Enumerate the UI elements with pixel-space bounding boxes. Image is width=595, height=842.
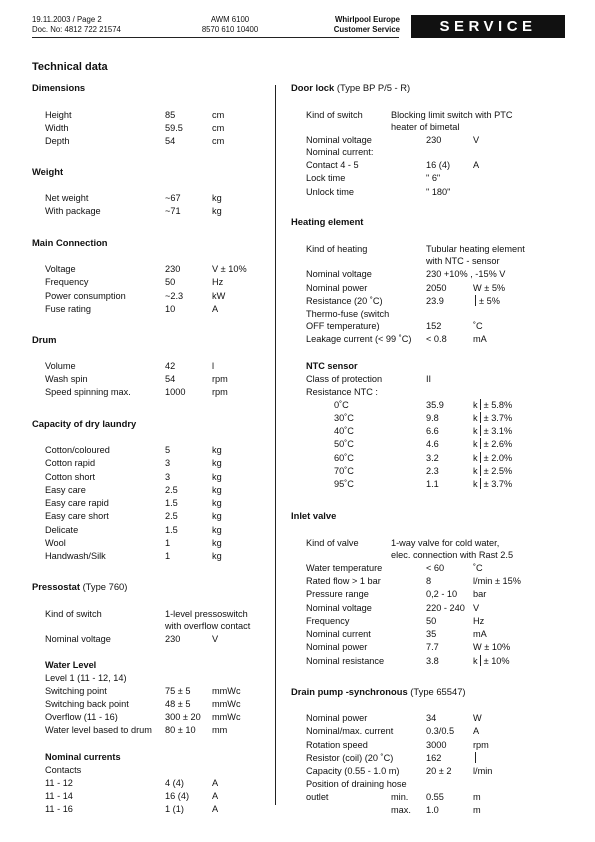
heating-power-label: Nominal power xyxy=(306,283,368,293)
inlet-kind-label: Kind of valve xyxy=(306,538,359,548)
header-left xyxy=(32,15,121,35)
drain-max-value: 1.0 xyxy=(426,805,439,815)
drum-label: Speed spinning max. xyxy=(45,387,131,397)
contact-label: 11 - 14 xyxy=(45,791,73,801)
weight-value: ~71 xyxy=(165,206,181,216)
contact-unit: A xyxy=(212,804,219,814)
inlet-row-unit: V xyxy=(473,603,480,613)
drum-unit: rpm xyxy=(212,374,228,384)
contact-unit: A xyxy=(212,778,219,788)
inlet-row-value: 50 xyxy=(426,616,437,626)
pressostat-title: Pressostat xyxy=(32,581,80,592)
drum-unit: l xyxy=(212,361,215,371)
capacity-value: 2.5 xyxy=(165,485,178,495)
capacity-value: 3 xyxy=(165,458,171,468)
capacity-unit: kg xyxy=(212,538,222,548)
ntc-value: 9.8 xyxy=(426,413,439,423)
connection-label: Power consumption xyxy=(45,291,126,301)
door-lock-current-label: Nominal current: xyxy=(306,147,374,157)
unlock-time-value: " 180" xyxy=(426,187,451,197)
inlet-row-unit: mA xyxy=(473,629,487,639)
connection-value: 230 xyxy=(165,264,181,274)
drum-heading: Drum xyxy=(32,334,57,345)
drain-capacity-label: Capacity (0.55 - 1.0 m) xyxy=(306,766,400,776)
capacity-value: 1 xyxy=(165,538,171,548)
water-level-row-value: 80 ± 10 xyxy=(165,725,196,735)
capacity-unit: kg xyxy=(212,485,222,495)
door-lock-heading xyxy=(291,82,410,94)
door-lock-kind-label: Kind of switch xyxy=(306,110,363,120)
ntc-tolerance: k ± 3.1% xyxy=(473,426,513,436)
ohm-symbol xyxy=(480,478,481,489)
ntc-temp: 0˚C xyxy=(334,400,349,410)
pressostat-kind-value-2: with overflow contact xyxy=(165,621,251,631)
door-lock-voltage-unit: V xyxy=(473,135,480,145)
inlet-resistance-tolerance: k ± 10% xyxy=(473,656,510,666)
weight-heading: Weight xyxy=(32,166,64,177)
inlet-row-label: Frequency xyxy=(306,616,350,626)
main-connection-heading: Main Connection xyxy=(32,237,108,248)
door-lock-kind-value-2: heater of bimetal xyxy=(391,122,460,132)
thermo-fuse-unit: ˚C xyxy=(473,321,483,331)
capacity-value: 1 xyxy=(165,551,171,561)
heating-voltage-label: Nominal voltage xyxy=(306,269,372,279)
capacity-unit: kg xyxy=(212,498,222,508)
water-level-row-label: Water level based to drum xyxy=(45,725,152,735)
ntc-value: 1.1 xyxy=(426,479,439,489)
door-lock-contact-label: Contact 4 - 5 xyxy=(306,160,359,170)
inlet-row-value: 35 xyxy=(426,629,437,639)
drain-heading xyxy=(291,686,466,698)
capacity-unit: kg xyxy=(212,525,222,535)
drain-resistor-value: 162 xyxy=(426,753,442,763)
weight-unit: kg xyxy=(212,206,222,216)
leakage-value: < 0.8 xyxy=(426,334,447,344)
dimensions-label: Width xyxy=(45,123,69,133)
dimensions-value: 54 xyxy=(165,136,176,146)
dimensions-heading: Dimensions xyxy=(32,82,86,93)
capacity-value: 1.5 xyxy=(165,525,178,535)
ntc-value: 3.2 xyxy=(426,453,439,463)
door-lock-kind-value: Blocking limit switch with PTC xyxy=(391,110,513,120)
heating-kind-value-2: with NTC - sensor xyxy=(426,256,500,266)
capacity-unit: kg xyxy=(212,445,222,455)
pressostat-voltage-label: Nominal voltage xyxy=(45,634,111,644)
ohm-symbol xyxy=(480,438,481,449)
door-lock-voltage-label: Nominal voltage xyxy=(306,135,372,145)
dimensions-value: 85 xyxy=(165,110,176,120)
drain-position-label: Position of draining hose xyxy=(306,779,407,789)
heating-power-value: 2050 xyxy=(426,283,447,293)
capacity-unit: kg xyxy=(212,551,222,561)
model-code: 8570 610 10400 xyxy=(201,25,259,34)
capacity-label: Easy care rapid xyxy=(45,498,109,508)
connection-unit: A xyxy=(212,304,219,314)
model-name: AWM 6100 xyxy=(210,15,250,24)
leakage-unit: mA xyxy=(473,334,487,344)
dimensions-value: 59.5 xyxy=(165,123,183,133)
drain-title: Drain pump -synchronous xyxy=(291,686,408,697)
capacity-label: Delicate xyxy=(45,525,79,535)
company-name: Whirlpool Europe xyxy=(335,15,400,24)
ntc-tolerance: k ± 2.6% xyxy=(473,439,513,449)
connection-value: 10 xyxy=(165,304,176,314)
drain-max-unit: m xyxy=(473,805,481,815)
drain-row-unit: W xyxy=(473,713,482,723)
drain-capacity-value: 20 ± 2 xyxy=(426,766,452,776)
drain-row-value: 34 xyxy=(426,713,437,723)
capacity-heading: Capacity of dry laundry xyxy=(32,418,137,429)
capacity-value: 5 xyxy=(165,445,171,455)
door-lock-type: (Type BP P/5 - R) xyxy=(336,82,411,93)
door-lock-contact-value: 16 (4) xyxy=(426,160,451,170)
door-lock-title: Door lock xyxy=(291,82,335,93)
water-level-row-unit: mmWc xyxy=(212,699,241,709)
inlet-resistance-label: Nominal resistance xyxy=(306,656,385,666)
ntc-temp: 70˚C xyxy=(334,466,354,476)
inlet-resistance-value: 3.8 xyxy=(426,656,439,666)
pressostat-kind-value: 1-level pressoswitch xyxy=(165,609,248,619)
heating-heading: Heating element xyxy=(291,216,364,227)
heating-resistance-label: Resistance (20 ˚C) xyxy=(306,296,383,306)
ntc-tolerance: k ± 5.8% xyxy=(473,400,513,410)
connection-unit: Hz xyxy=(212,277,224,287)
connection-label: Frequency xyxy=(45,277,89,287)
inlet-row-label: Pressure range xyxy=(306,589,369,599)
ntc-temp: 95˚C xyxy=(334,479,354,489)
contact-label: 11 - 12 xyxy=(45,778,73,788)
capacity-unit: kg xyxy=(212,472,222,482)
drain-min-value: 0.55 xyxy=(426,792,444,802)
connection-value: ~2.3 xyxy=(165,291,184,301)
capacity-unit: kg xyxy=(212,511,222,521)
water-level-row-unit: mm xyxy=(212,725,228,735)
drum-unit: rpm xyxy=(212,387,228,397)
dimensions-label: Height xyxy=(45,110,72,120)
connection-label: Voltage xyxy=(45,264,76,274)
ohm-symbol xyxy=(480,465,481,476)
water-level-row-label: Switching point xyxy=(45,686,107,696)
inlet-row-unit: l/min ± 15% xyxy=(473,576,521,586)
drain-outlet-label: outlet xyxy=(306,792,329,802)
heating-resistance-tolerance: ± 5% xyxy=(473,295,500,307)
inlet-row-label: Water temperature xyxy=(306,563,383,573)
water-level-row-unit: mmWc xyxy=(212,686,241,696)
contact-value: 4 (4) xyxy=(165,778,184,788)
connection-value: 50 xyxy=(165,277,176,287)
ntc-resistance-label: Resistance NTC : xyxy=(306,387,378,397)
inlet-row-value: 0,2 - 10 xyxy=(426,589,458,599)
ohm-symbol xyxy=(480,425,481,436)
inlet-heading: Inlet valve xyxy=(291,510,337,521)
drain-row-label: Nominal/max. current xyxy=(306,726,394,736)
ohm-symbol xyxy=(475,752,476,763)
inlet-row-unit: Hz xyxy=(473,616,485,626)
capacity-label: Cotton rapid xyxy=(45,458,96,468)
pressostat-heading xyxy=(32,581,127,593)
ntc-tolerance: k ± 2.5% xyxy=(473,466,513,476)
inlet-row-value: < 60 xyxy=(426,563,445,573)
drain-type: (Type 65547) xyxy=(410,686,466,697)
inlet-row-label: Rated flow > 1 bar xyxy=(306,576,381,586)
pressostat-kind-label: Kind of switch xyxy=(45,609,102,619)
weight-label: With package xyxy=(45,206,101,216)
capacity-value: 3 xyxy=(165,472,171,482)
drain-min-label: min. xyxy=(391,792,409,802)
drain-row-unit: rpm xyxy=(473,740,489,750)
inlet-row-unit: W ± 10% xyxy=(473,642,511,652)
thermo-fuse-label: Thermo-fuse (switch xyxy=(306,309,390,319)
contact-unit: A xyxy=(212,791,219,801)
ntc-temp: 50˚C xyxy=(334,439,354,449)
ntc-temp: 30˚C xyxy=(334,413,354,423)
lock-time-value: " 6" xyxy=(426,173,441,183)
water-level-heading: Water Level xyxy=(45,660,97,670)
water-level-row-label: Switching back point xyxy=(45,699,129,709)
heating-kind-value: Tubular heating element xyxy=(426,244,525,254)
ohm-symbol xyxy=(480,412,481,423)
ntc-tolerance: k ± 3.7% xyxy=(473,479,513,489)
drum-value: 54 xyxy=(165,374,176,384)
capacity-label: Cotton short xyxy=(45,472,96,482)
capacity-label: Cotton/coloured xyxy=(45,445,110,455)
connection-unit: V ± 10% xyxy=(212,264,247,274)
heating-resistance-value: 23.9 xyxy=(426,296,444,306)
drain-capacity-unit: l/min xyxy=(473,766,493,776)
thermo-fuse-value: 152 xyxy=(426,321,442,331)
ntc-value: 4.6 xyxy=(426,439,439,449)
dimensions-label: Depth xyxy=(45,136,70,146)
water-level-row-label: Overflow (11 - 16) xyxy=(45,712,118,722)
capacity-label: Easy care xyxy=(45,485,86,495)
weight-unit: kg xyxy=(212,193,222,203)
drain-resistor-label: Resistor (coil) (20 ˚C) xyxy=(306,753,394,763)
capacity-label: Wool xyxy=(45,538,66,548)
ntc-class-value: II xyxy=(426,374,432,384)
pressostat-voltage-unit: V xyxy=(212,634,219,644)
drain-max-label: max. xyxy=(391,805,411,815)
drain-resistor-unit xyxy=(473,752,479,764)
inlet-row-unit: ˚C xyxy=(473,563,483,573)
contacts-label: Contacts xyxy=(45,765,82,775)
connection-unit: kW xyxy=(212,291,226,301)
capacity-value: 1.5 xyxy=(165,498,178,508)
ohm-symbol xyxy=(480,452,481,463)
date-page: 19.11.2003 / Page 2 xyxy=(32,15,102,24)
capacity-value: 2.5 xyxy=(165,511,178,521)
drum-value: 1000 xyxy=(165,387,186,397)
dimensions-unit: cm xyxy=(212,110,225,120)
door-lock-contact-unit: A xyxy=(473,160,480,170)
ohm-symbol xyxy=(480,399,481,410)
inlet-row-value: 220 - 240 xyxy=(426,603,465,613)
drain-row-label: Rotation speed xyxy=(306,740,368,750)
capacity-label: Easy care short xyxy=(45,511,109,521)
header-rule xyxy=(32,37,399,38)
ntc-class-label: Class of protection xyxy=(306,374,383,384)
water-level-row-value: 300 ± 20 xyxy=(165,712,201,722)
contact-value: 1 (1) xyxy=(165,804,184,814)
water-level-row-value: 48 ± 5 xyxy=(165,699,191,709)
pressostat-type: (Type 760) xyxy=(82,581,128,592)
ntc-tolerance: k ± 3.7% xyxy=(473,413,513,423)
ntc-value: 6.6 xyxy=(426,426,439,436)
inlet-kind-value-2: elec. connection with Rast 2.5 xyxy=(391,550,514,560)
heating-power-unit: W ± 5% xyxy=(473,283,506,293)
contact-value: 16 (4) xyxy=(165,791,190,801)
page-title: Technical data xyxy=(32,61,108,73)
header-right xyxy=(300,15,400,35)
inlet-row-label: Nominal current xyxy=(306,629,371,639)
inlet-kind-value: 1-way valve for cold water, xyxy=(391,538,500,548)
drain-row-unit: A xyxy=(473,726,480,736)
drum-label: Volume xyxy=(45,361,76,371)
inlet-row-unit: bar xyxy=(473,589,487,599)
drain-row-value: 3000 xyxy=(426,740,447,750)
ntc-value: 35.9 xyxy=(426,400,444,410)
weight-label: Net weight xyxy=(45,193,89,203)
ntc-value: 2.3 xyxy=(426,466,439,476)
nominal-currents-heading: Nominal currents xyxy=(45,752,121,762)
drum-value: 42 xyxy=(165,361,176,371)
thermo-fuse-label-2: OFF temperature) xyxy=(306,321,380,331)
ntc-temp: 40˚C xyxy=(334,426,354,436)
header-center xyxy=(184,15,276,35)
ohm-symbol xyxy=(475,295,476,306)
drum-label: Wash spin xyxy=(45,374,88,384)
contact-label: 11 - 16 xyxy=(45,804,73,814)
unlock-time-label: Unlock time xyxy=(306,187,354,197)
drain-min-unit: m xyxy=(473,792,481,802)
inlet-row-label: Nominal voltage xyxy=(306,603,372,613)
door-lock-voltage-value: 230 xyxy=(426,135,442,145)
heating-kind-label: Kind of heating xyxy=(306,244,368,254)
ntc-heading: NTC sensor xyxy=(306,361,358,371)
drain-row-value: 0.3/0.5 xyxy=(426,726,455,736)
capacity-label: Handwash/Silk xyxy=(45,551,106,561)
service-badge: SERVICE xyxy=(411,15,565,38)
leakage-label: Leakage current (< 99 ˚C) xyxy=(306,334,412,344)
ntc-tolerance: k ± 2.0% xyxy=(473,453,513,463)
pressostat-voltage-value: 230 xyxy=(165,634,181,644)
water-level-label: Level 1 (11 - 12, 14) xyxy=(45,673,127,683)
column-divider xyxy=(275,85,276,805)
doc-number: Doc. No: 4812 722 21574 xyxy=(32,25,121,34)
department-name: Customer Service xyxy=(333,25,400,34)
heating-voltage-value: 230 +10% , -15% V xyxy=(426,269,506,279)
connection-label: Fuse rating xyxy=(45,304,91,314)
ntc-temp: 60˚C xyxy=(334,453,354,463)
drain-row-label: Nominal power xyxy=(306,713,368,723)
weight-value: ~67 xyxy=(165,193,181,203)
inlet-row-label: Nominal power xyxy=(306,642,368,652)
dimensions-unit: cm xyxy=(212,123,225,133)
capacity-unit: kg xyxy=(212,458,222,468)
water-level-row-value: 75 ± 5 xyxy=(165,686,191,696)
lock-time-label: Lock time xyxy=(306,173,346,183)
dimensions-unit: cm xyxy=(212,136,225,146)
inlet-row-value: 7.7 xyxy=(426,642,439,652)
inlet-row-value: 8 xyxy=(426,576,432,586)
water-level-row-unit: mmWc xyxy=(212,712,241,722)
ohm-symbol xyxy=(480,655,481,666)
